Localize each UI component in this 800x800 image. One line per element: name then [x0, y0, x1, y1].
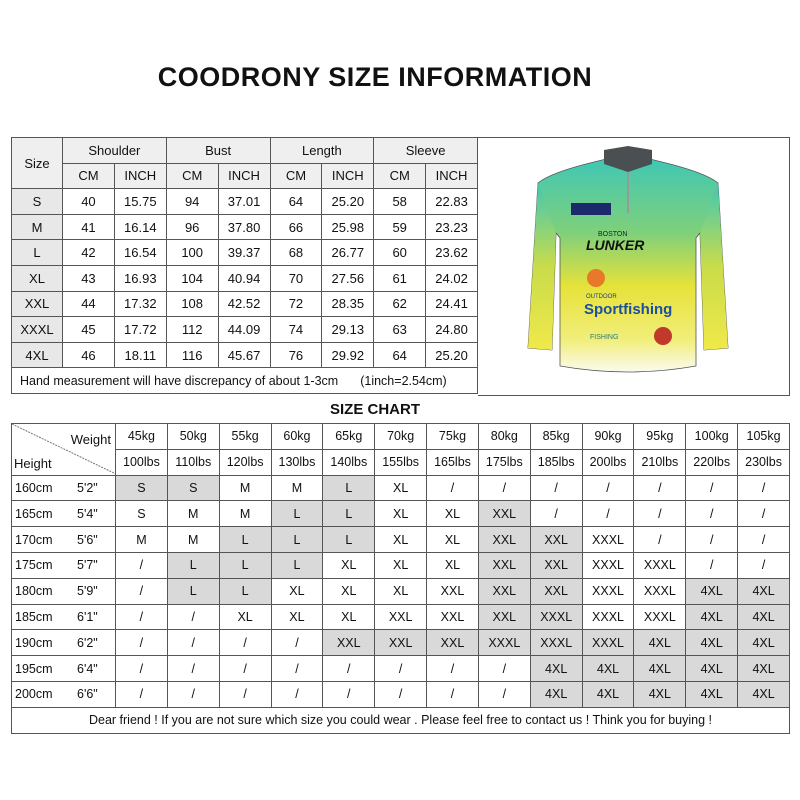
measurement-cell: 72 [270, 291, 322, 317]
weight-kg-header: 80kg [478, 424, 530, 450]
size-cell: L [271, 552, 323, 578]
size-cell: XXL [530, 527, 582, 553]
brand-boston-text: BOSTON [598, 231, 628, 238]
size-cell: 4XL [634, 656, 686, 682]
size-cell: 4XL [738, 656, 790, 682]
measurement-cell: 25.20 [426, 342, 478, 368]
size-cell: 4XL [738, 630, 790, 656]
measurement-cell: 17.72 [114, 317, 166, 343]
measurement-cell: 61 [374, 265, 426, 291]
size-cell: L [12, 240, 63, 266]
logo-fishing-text: FISHING [590, 334, 619, 341]
measurement-cell: 64 [270, 189, 322, 215]
measurement-note [12, 368, 478, 394]
measurement-cell: 16.93 [114, 265, 166, 291]
weight-lbs-header: 175lbs [478, 449, 530, 475]
weight-kg-header: 45kg [116, 424, 168, 450]
size-cell: / [167, 604, 219, 630]
size-cell: XXXL [634, 604, 686, 630]
size-cell: / [116, 604, 168, 630]
size-cell: / [427, 656, 479, 682]
height-cm: 190cm [15, 635, 53, 650]
table-row [12, 475, 790, 501]
size-cell: XXL [427, 630, 479, 656]
weight-kg-header: 95kg [634, 424, 686, 450]
group-header: Bust [166, 138, 270, 164]
height-ft: 5'9" [77, 584, 98, 599]
weight-kg-header: 75kg [427, 424, 479, 450]
size-cell: / [271, 681, 323, 707]
size-cell: XXXL [582, 527, 634, 553]
measurement-cell: 37.01 [218, 189, 270, 215]
measurement-cell: 23.62 [426, 240, 478, 266]
measurement-cell: 63 [374, 317, 426, 343]
table-row [12, 527, 790, 553]
measurement-cell: 27.56 [322, 265, 374, 291]
height-cell [12, 681, 116, 707]
weight-lbs-header: 130lbs [271, 449, 323, 475]
table-row [12, 656, 790, 682]
size-cell: M [167, 527, 219, 553]
weight-lbs-header: 230lbs [738, 449, 790, 475]
size-cell: XXL [530, 578, 582, 604]
weight-lbs-header: 100lbs [116, 449, 168, 475]
size-cell: XL [427, 527, 479, 553]
size-cell: XXL [12, 291, 63, 317]
size-information-table [11, 137, 478, 394]
size-cell: / [478, 656, 530, 682]
size-cell: / [738, 475, 790, 501]
height-cell [12, 552, 116, 578]
table-row [12, 240, 478, 266]
size-cell: L [167, 552, 219, 578]
table-row [12, 552, 790, 578]
measurement-cell: 24.80 [426, 317, 478, 343]
unit-header: INCH [218, 163, 270, 189]
size-cell: L [219, 578, 271, 604]
weight-kg-header: 65kg [323, 424, 375, 450]
measurement-cell: 26.77 [322, 240, 374, 266]
weight-lbs-header: 165lbs [427, 449, 479, 475]
size-cell: / [738, 501, 790, 527]
size-cell: L [323, 527, 375, 553]
size-cell: 4XL [686, 630, 738, 656]
size-cell: / [686, 475, 738, 501]
measurement-cell: 94 [166, 189, 218, 215]
measurement-cell: 66 [270, 214, 322, 240]
weight-kg-header: 55kg [219, 424, 271, 450]
inch-conversion-note: (1inch=2.54cm) [360, 373, 447, 388]
size-chart-title: SIZE CHART [330, 401, 420, 418]
size-cell: / [478, 475, 530, 501]
table-row [12, 342, 478, 368]
measurement-cell: 41 [63, 214, 115, 240]
size-cell: / [271, 630, 323, 656]
unit-header: INCH [322, 163, 374, 189]
weight-lbs-header: 200lbs [582, 449, 634, 475]
weight-height-corner [12, 424, 116, 476]
size-cell: / [219, 681, 271, 707]
size-cell: / [167, 630, 219, 656]
size-cell: XL [219, 604, 271, 630]
size-cell: L [323, 475, 375, 501]
unit-header: CM [166, 163, 218, 189]
size-cell: XXL [427, 604, 479, 630]
size-cell: XL [375, 527, 427, 553]
size-cell: / [738, 527, 790, 553]
weight-kg-header: 100kg [686, 424, 738, 450]
measurement-cell: 29.13 [322, 317, 374, 343]
table-row [12, 630, 790, 656]
brand-lunker-text: LUNKER [586, 237, 645, 253]
measurement-cell: 104 [166, 265, 218, 291]
size-cell: / [634, 475, 686, 501]
measurement-cell: 42.52 [218, 291, 270, 317]
size-cell: / [323, 656, 375, 682]
size-cell: 4XL [634, 630, 686, 656]
measurement-cell: 25.98 [322, 214, 374, 240]
height-ft: 6'4" [77, 661, 98, 676]
size-cell: XL [323, 578, 375, 604]
weight-lbs-header: 120lbs [219, 449, 271, 475]
size-cell: 4XL [686, 656, 738, 682]
size-cell: XXL [530, 552, 582, 578]
size-cell: / [427, 475, 479, 501]
measurement-cell: 43 [63, 265, 115, 291]
size-cell: / [582, 475, 634, 501]
measurement-cell: 60 [374, 240, 426, 266]
size-cell: XXL [478, 578, 530, 604]
size-cell: S [116, 501, 168, 527]
unit-header: CM [270, 163, 322, 189]
logo-sportfishing-text: Sportfishing [584, 301, 673, 318]
size-cell: XXXL [634, 552, 686, 578]
height-cm: 175cm [15, 558, 53, 573]
size-cell: XXL [478, 527, 530, 553]
height-ft: 6'2" [77, 635, 98, 650]
logo-outdoor-text: OUTDOOR [586, 294, 617, 300]
size-cell: XXXL [582, 578, 634, 604]
size-cell: / [375, 681, 427, 707]
size-cell: 4XL [530, 681, 582, 707]
measurement-cell: 108 [166, 291, 218, 317]
size-cell: / [116, 630, 168, 656]
measurement-cell: 68 [270, 240, 322, 266]
height-cm: 180cm [15, 584, 53, 599]
size-cell: 4XL [738, 681, 790, 707]
size-cell: / [116, 656, 168, 682]
measurement-cell: 15.75 [114, 189, 166, 215]
size-cell: XL [375, 552, 427, 578]
size-cell: M [167, 501, 219, 527]
table-row [12, 681, 790, 707]
measurement-cell: 62 [374, 291, 426, 317]
size-cell: S [12, 189, 63, 215]
height-ft: 6'6" [77, 687, 98, 702]
measurement-cell: 45 [63, 317, 115, 343]
measurement-cell: 42 [63, 240, 115, 266]
weight-lbs-header: 140lbs [323, 449, 375, 475]
weight-lbs-header: 185lbs [530, 449, 582, 475]
size-cell: S [167, 475, 219, 501]
size-cell: XL [375, 475, 427, 501]
height-ft: 6'1" [77, 609, 98, 624]
size-cell: XL [271, 578, 323, 604]
measurement-cell: 96 [166, 214, 218, 240]
height-cell [12, 604, 116, 630]
size-cell: XXL [478, 604, 530, 630]
size-cell: XXXL [582, 630, 634, 656]
height-cell [12, 527, 116, 553]
size-cell: L [167, 578, 219, 604]
size-cell: XL [427, 501, 479, 527]
measurement-cell: 40 [63, 189, 115, 215]
size-cell: L [271, 501, 323, 527]
table-row [12, 317, 478, 343]
size-cell: / [323, 681, 375, 707]
size-cell: XXL [478, 501, 530, 527]
measurement-cell: 28.35 [322, 291, 374, 317]
page-title: COODRONY SIZE INFORMATION [157, 62, 593, 92]
size-cell: / [116, 578, 168, 604]
unit-header: CM [374, 163, 426, 189]
size-cell: XXXL [530, 630, 582, 656]
height-cell [12, 475, 116, 501]
table-row [12, 501, 790, 527]
measurement-cell: 46 [63, 342, 115, 368]
weight-kg-header: 70kg [375, 424, 427, 450]
height-cm: 165cm [15, 506, 53, 521]
size-cell: 4XL [686, 681, 738, 707]
size-cell: 4XL [686, 578, 738, 604]
discrepancy-note: Hand measurement will have discrepancy of about 1-3cm [20, 373, 339, 388]
size-cell: XXL [427, 578, 479, 604]
size-cell: / [375, 656, 427, 682]
size-cell: / [219, 656, 271, 682]
measurement-cell: 59 [374, 214, 426, 240]
table-row [12, 189, 478, 215]
size-cell: / [167, 681, 219, 707]
size-cell: / [167, 656, 219, 682]
size-cell: XXXL [478, 630, 530, 656]
size-cell: M [271, 475, 323, 501]
size-cell: S [116, 475, 168, 501]
measurement-cell: 24.41 [426, 291, 478, 317]
group-header: Sleeve [374, 138, 478, 164]
weight-kg-header: 50kg [167, 424, 219, 450]
unit-header: INCH [426, 163, 478, 189]
height-ft: 5'2" [77, 480, 98, 495]
table-row [12, 214, 478, 240]
height-ft: 5'6" [77, 532, 98, 547]
measurement-cell: 25.20 [322, 189, 374, 215]
height-cm: 200cm [15, 687, 53, 702]
size-cell: / [530, 475, 582, 501]
size-cell: / [478, 681, 530, 707]
size-cell: / [116, 552, 168, 578]
fishing-jersey-illustration [478, 138, 789, 397]
weight-kg-header: 85kg [530, 424, 582, 450]
measurement-cell: 58 [374, 189, 426, 215]
measurement-cell: 37.80 [218, 214, 270, 240]
measurement-cell: 39.37 [218, 240, 270, 266]
size-cell: M [116, 527, 168, 553]
size-cell: XL [323, 604, 375, 630]
size-cell: XL [427, 552, 479, 578]
size-cell: 4XL [738, 604, 790, 630]
measurement-cell: 17.32 [114, 291, 166, 317]
size-cell: XXL [323, 630, 375, 656]
measurement-cell: 16.14 [114, 214, 166, 240]
height-label: Height [14, 455, 52, 471]
size-cell: XXXL [530, 604, 582, 630]
table-row [12, 265, 478, 291]
size-cell: XXXL [12, 317, 63, 343]
weight-kg-header: 90kg [582, 424, 634, 450]
measurement-cell: 100 [166, 240, 218, 266]
height-cell [12, 578, 116, 604]
size-cell: L [323, 501, 375, 527]
size-cell: / [582, 501, 634, 527]
size-cell: XXXL [634, 578, 686, 604]
height-cm: 160cm [15, 480, 53, 495]
weight-label: Weight [70, 432, 111, 447]
unit-header: CM [63, 163, 115, 189]
size-cell: XL [375, 501, 427, 527]
group-header: Length [270, 138, 374, 164]
footer-message: Dear friend ! If you are not sure which size you could wear . Please feel free to contact us ! Think you for buying ! [12, 707, 790, 733]
measurement-cell: 76 [270, 342, 322, 368]
size-cell: / [271, 656, 323, 682]
height-cell [12, 656, 116, 682]
size-chart-table [11, 423, 790, 734]
size-cell: XXL [478, 552, 530, 578]
size-cell: XL [271, 604, 323, 630]
measurement-cell: 16.54 [114, 240, 166, 266]
height-cm: 195cm [15, 661, 53, 676]
size-cell: / [530, 501, 582, 527]
size-cell: / [634, 527, 686, 553]
height-cm: 185cm [15, 609, 53, 624]
size-cell: 4XL [530, 656, 582, 682]
weight-lbs-header: 155lbs [375, 449, 427, 475]
size-cell: / [686, 501, 738, 527]
weight-kg-header: 105kg [738, 424, 790, 450]
size-cell: / [686, 552, 738, 578]
height-ft: 5'7" [77, 558, 98, 573]
height-ft: 5'4" [77, 506, 98, 521]
measurement-cell: 40.94 [218, 265, 270, 291]
measurement-cell: 44 [63, 291, 115, 317]
measurement-cell: 24.02 [426, 265, 478, 291]
size-cell: XL [323, 552, 375, 578]
measurement-cell: 116 [166, 342, 218, 368]
size-cell: XXL [375, 604, 427, 630]
measurement-cell: 74 [270, 317, 322, 343]
weight-kg-header: 60kg [271, 424, 323, 450]
weight-lbs-header: 210lbs [634, 449, 686, 475]
measurement-cell: 23.23 [426, 214, 478, 240]
size-cell: 4XL [582, 681, 634, 707]
size-cell: / [686, 527, 738, 553]
size-cell: 4XL [12, 342, 63, 368]
weight-lbs-header: 220lbs [686, 449, 738, 475]
unit-header: INCH [114, 163, 166, 189]
size-cell: L [219, 527, 271, 553]
height-cell [12, 501, 116, 527]
size-cell: M [219, 475, 271, 501]
size-cell: M [219, 501, 271, 527]
table-row [12, 604, 790, 630]
size-cell: / [427, 681, 479, 707]
height-cell [12, 630, 116, 656]
size-cell: 4XL [686, 604, 738, 630]
size-header: Size [12, 138, 63, 189]
size-cell: L [271, 527, 323, 553]
group-header: Shoulder [63, 138, 167, 164]
measurement-cell: 64 [374, 342, 426, 368]
product-image [478, 137, 790, 396]
measurement-cell: 29.92 [322, 342, 374, 368]
size-cell: 4XL [738, 578, 790, 604]
measurement-cell: 22.83 [426, 189, 478, 215]
measurement-cell: 44.09 [218, 317, 270, 343]
table-row [12, 291, 478, 317]
size-cell: 4XL [634, 681, 686, 707]
size-cell: XXXL [582, 552, 634, 578]
weight-lbs-header: 110lbs [167, 449, 219, 475]
size-cell: / [634, 501, 686, 527]
size-cell: 4XL [582, 656, 634, 682]
size-cell: L [219, 552, 271, 578]
size-cell: XL [12, 265, 63, 291]
size-cell: / [116, 681, 168, 707]
table-row [12, 578, 790, 604]
size-cell: / [738, 552, 790, 578]
size-cell: XL [375, 578, 427, 604]
size-cell: / [219, 630, 271, 656]
size-cell: XXXL [582, 604, 634, 630]
height-cm: 170cm [15, 532, 53, 547]
size-cell: M [12, 214, 63, 240]
size-cell: XXL [375, 630, 427, 656]
measurement-cell: 70 [270, 265, 322, 291]
measurement-cell: 112 [166, 317, 218, 343]
measurement-cell: 45.67 [218, 342, 270, 368]
measurement-cell: 18.11 [114, 342, 166, 368]
